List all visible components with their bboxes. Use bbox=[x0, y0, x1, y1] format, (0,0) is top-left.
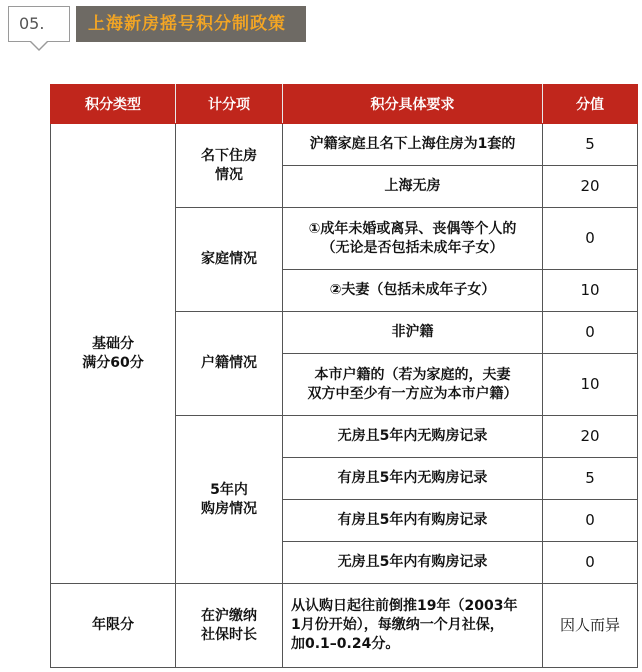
requirement-cell: ②夫妻（包括未成年子女） bbox=[283, 270, 543, 312]
score-cell: 20 bbox=[543, 416, 638, 458]
score-cell: 10 bbox=[543, 354, 638, 416]
requirement-cell: ①成年未婚或离异、丧偶等个人的 （无论是否包括未成年子女） bbox=[283, 208, 543, 270]
score-cell: 5 bbox=[543, 124, 638, 166]
col-header-requirement: 积分具体要求 bbox=[283, 85, 543, 124]
col-header-score: 分值 bbox=[543, 85, 638, 124]
requirement-cell: 非沪籍 bbox=[283, 312, 543, 354]
score-cell: 0 bbox=[543, 500, 638, 542]
table-row bbox=[51, 584, 638, 668]
score-cell: 20 bbox=[543, 166, 638, 208]
requirement-cell: 无房且5年内无购房记录 bbox=[283, 416, 543, 458]
pointer-triangle-inner bbox=[31, 41, 47, 49]
item-cell: 5年内 购房情况 bbox=[176, 416, 283, 584]
item-cell: 名下住房 情况 bbox=[176, 124, 283, 208]
score-cell: 5 bbox=[543, 458, 638, 500]
section-title: 上海新房摇号积分制政策 bbox=[76, 6, 306, 42]
item-cell: 家庭情况 bbox=[176, 208, 283, 312]
col-header-item: 计分项 bbox=[176, 85, 283, 124]
score-cell: 10 bbox=[543, 270, 638, 312]
item-cell: 在沪缴纳 社保时长 bbox=[176, 584, 283, 668]
category-cell: 基础分 满分60分 bbox=[51, 124, 176, 584]
category-cell: 年限分 bbox=[51, 584, 176, 668]
table-body bbox=[51, 124, 638, 668]
section-header bbox=[8, 6, 308, 44]
requirement-cell: 从认购日起往前倒推19年（2003年 1月份开始），每缴纳一个月社保， 加0.1–0.24分。 bbox=[283, 584, 543, 668]
score-cell: 0 bbox=[543, 312, 638, 354]
score-cell: 0 bbox=[543, 542, 638, 584]
section-number: 05. bbox=[8, 6, 70, 42]
col-header-category: 积分类型 bbox=[51, 85, 176, 124]
table-header-row bbox=[51, 85, 638, 124]
requirement-cell: 沪籍家庭且名下上海住房为1套的 bbox=[283, 124, 543, 166]
score-cell: 0 bbox=[543, 208, 638, 270]
requirement-cell: 上海无房 bbox=[283, 166, 543, 208]
requirement-cell: 有房且5年内有购房记录 bbox=[283, 500, 543, 542]
item-cell: 户籍情况 bbox=[176, 312, 283, 416]
requirement-cell: 无房且5年内有购房记录 bbox=[283, 542, 543, 584]
score-cell: 因人而异 bbox=[543, 584, 638, 668]
requirement-cell: 本市户籍的（若为家庭的，夫妻 双方中至少有一方应为本市户籍） bbox=[283, 354, 543, 416]
requirement-cell: 有房且5年内无购房记录 bbox=[283, 458, 543, 500]
table-row bbox=[51, 124, 638, 166]
score-table bbox=[50, 84, 638, 668]
